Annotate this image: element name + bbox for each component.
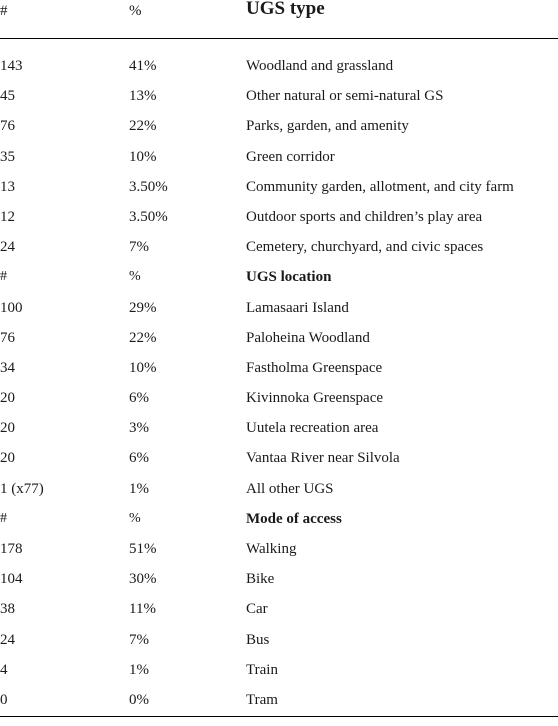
cell-count: 20 xyxy=(0,420,15,437)
cell-count: 20 xyxy=(0,450,15,467)
cell-percent: 10% xyxy=(129,359,157,376)
cell-percent: 1% xyxy=(129,480,149,497)
header-count: # xyxy=(0,3,8,19)
header-mode-of-access: Mode of access xyxy=(246,510,342,527)
table-row xyxy=(0,51,558,81)
cell-count: 20 xyxy=(0,390,15,407)
cell-percent: 41% xyxy=(129,58,157,74)
cell-count: 143 xyxy=(0,58,23,74)
cell-label: Car xyxy=(246,601,268,618)
cell-percent: 7% xyxy=(129,631,149,648)
table-row xyxy=(0,111,558,141)
table-header-row xyxy=(0,0,558,39)
table-row xyxy=(0,353,558,383)
cell-count: 76 xyxy=(0,329,15,346)
header-count: # xyxy=(0,510,7,526)
cell-count: 24 xyxy=(0,631,15,648)
cell-count: 35 xyxy=(0,148,15,165)
table-row xyxy=(0,474,558,504)
cell-percent: 6% xyxy=(129,390,149,407)
table-row xyxy=(0,383,558,413)
table-row xyxy=(0,202,558,232)
cell-count: 4 xyxy=(0,661,8,678)
cell-count: 178 xyxy=(0,541,23,557)
cell-percent: 3% xyxy=(129,420,149,437)
cell-count: 76 xyxy=(0,118,15,135)
cell-label: Bike xyxy=(246,571,275,588)
cell-label: Walking xyxy=(246,541,297,557)
table-row xyxy=(0,323,558,353)
cell-percent: 22% xyxy=(129,118,157,135)
cell-percent: 11% xyxy=(129,601,156,618)
cell-label: Parks, garden, and amenity xyxy=(246,118,409,135)
cell-percent: 13% xyxy=(129,88,157,105)
header-percent: % xyxy=(129,269,141,285)
cell-count: 24 xyxy=(0,239,15,256)
cell-percent: 7% xyxy=(129,239,149,256)
cell-label: Outdoor sports and children’s play area xyxy=(246,208,483,225)
cell-label: Vantaa River near Silvola xyxy=(246,450,400,467)
table-row xyxy=(0,594,558,624)
cell-count: 13 xyxy=(0,178,15,195)
table-row xyxy=(0,534,558,564)
cell-percent: 51% xyxy=(129,541,157,557)
cell-count: 1 (x77) xyxy=(0,480,44,497)
table-row xyxy=(0,413,558,443)
header-ugs-type: UGS type xyxy=(246,0,325,19)
header-percent: % xyxy=(129,510,141,526)
cell-percent: 1% xyxy=(129,661,149,678)
cell-count: 100 xyxy=(0,299,23,316)
header-count: # xyxy=(0,269,7,285)
access-header-row xyxy=(0,504,558,534)
cell-percent: 3.50% xyxy=(129,178,168,195)
table-row xyxy=(0,232,558,262)
table-row xyxy=(0,142,558,172)
table-row xyxy=(0,81,558,111)
table-row xyxy=(0,655,558,685)
cell-label: Other natural or semi-natural GS xyxy=(246,88,444,105)
cell-count: 38 xyxy=(0,601,15,618)
cell-count: 34 xyxy=(0,359,15,376)
location-header-row xyxy=(0,262,558,292)
cell-label: Uutela recreation area xyxy=(246,420,379,437)
table-row xyxy=(0,172,558,202)
cell-label: Cemetery, churchyard, and civic spaces xyxy=(246,239,484,256)
table-row xyxy=(0,685,558,715)
cell-label: All other UGS xyxy=(246,480,334,497)
table-row xyxy=(0,293,558,323)
cell-label: Train xyxy=(246,661,278,678)
header-percent: % xyxy=(129,3,142,19)
cell-label: Paloheina Woodland xyxy=(246,329,370,346)
table-row xyxy=(0,625,558,655)
cell-label: Green corridor xyxy=(246,148,335,165)
cell-percent: 22% xyxy=(129,329,157,346)
cell-label: Bus xyxy=(246,631,270,648)
cell-count: 104 xyxy=(0,571,23,588)
table-row xyxy=(0,443,558,473)
cell-percent: 6% xyxy=(129,450,149,467)
table-row xyxy=(0,564,558,594)
cell-percent: 0% xyxy=(129,691,149,708)
cell-label: Lamasaari Island xyxy=(246,299,349,316)
cell-label: Kivinnoka Greenspace xyxy=(246,390,384,407)
cell-percent: 3.50% xyxy=(129,208,168,225)
cell-label: Woodland and grassland xyxy=(246,58,394,74)
cell-label: Community garden, allotment, and city farm xyxy=(246,178,514,195)
header-ugs-location: UGS location xyxy=(246,269,332,286)
cell-label: Tram xyxy=(246,691,278,708)
cell-percent: 30% xyxy=(129,571,157,588)
cell-count: 45 xyxy=(0,88,15,105)
table-bottom-rule xyxy=(0,716,558,717)
cell-count: 0 xyxy=(0,691,8,708)
cell-label: Fastholma Greenspace xyxy=(246,359,383,376)
cell-percent: 29% xyxy=(129,299,157,316)
cell-percent: 10% xyxy=(129,148,157,165)
cell-count: 12 xyxy=(0,208,15,225)
